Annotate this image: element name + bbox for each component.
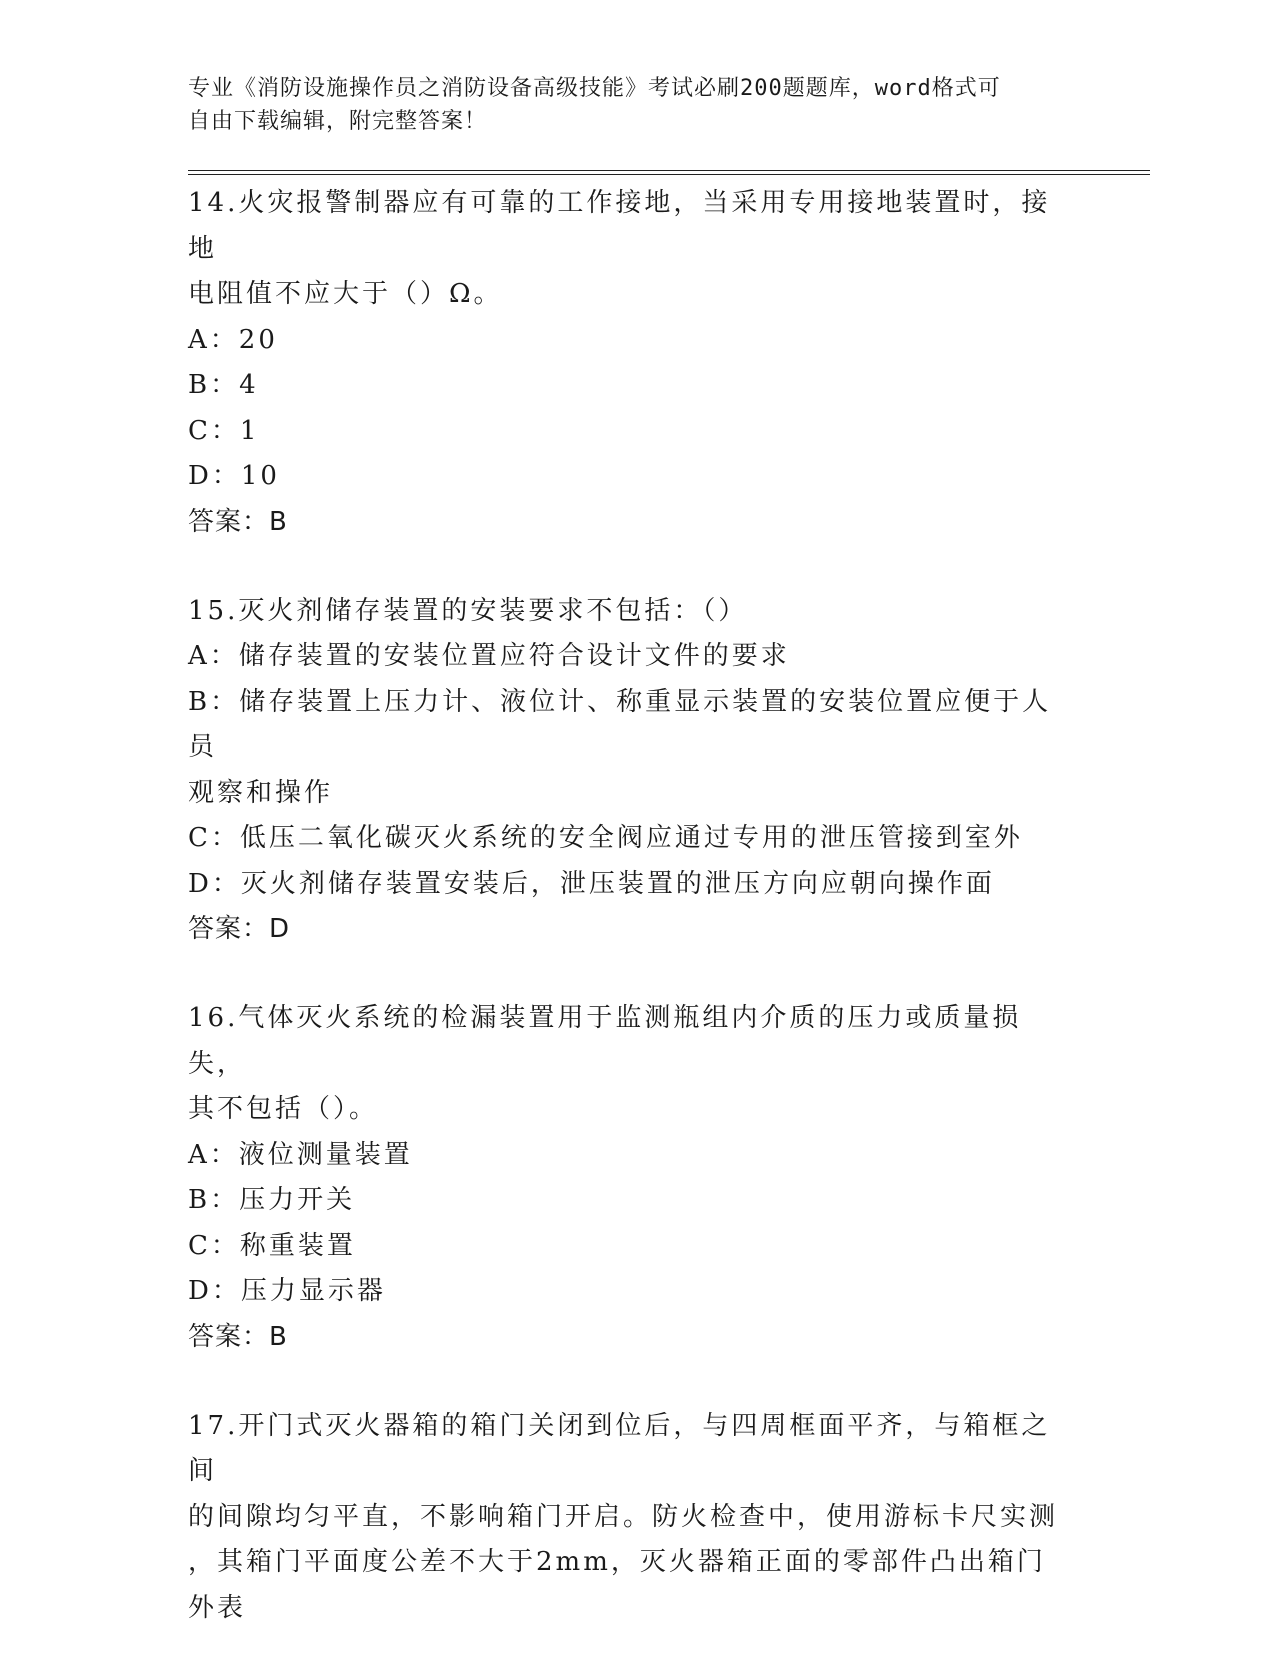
question-17 xyxy=(188,1404,1148,1632)
question-stem-line: 的间隙均匀平直，不影响箱门开启。防火检查中，使用游标卡尺实测 xyxy=(188,1501,1059,1532)
question-stem-line: 15.灭火剂储存装置的安装要求不包括：（） xyxy=(188,595,748,626)
option-d: D：灭火剂储存装置安装后，泄压装置的泄压方向应朝向操作面 xyxy=(188,868,995,899)
document-page xyxy=(188,72,1148,1675)
document-header xyxy=(188,72,1068,138)
header-divider xyxy=(188,170,1150,175)
option-b: B：压力开关 xyxy=(188,1185,356,1215)
option-a: A：20 xyxy=(188,324,278,355)
question-list xyxy=(188,181,1148,1631)
answer-label: 答案：B xyxy=(188,506,288,537)
option-d: D：10 xyxy=(188,461,280,491)
option-c: C：称重装置 xyxy=(188,1230,356,1261)
option-b: B：4 xyxy=(188,370,259,400)
answer-label: 答案：D xyxy=(188,914,291,944)
option-c: C：低压二氧化碳灭火系统的安全阀应通过专用的泄压管接到室外 xyxy=(188,823,1023,853)
question-stem-line: 17.开门式灭火器箱的箱门关闭到位后，与四周框面平齐，与箱框之间 xyxy=(188,1410,1051,1486)
question-stem-line: 16.气体灭火系统的检漏装置用于监测瓶组内介质的压力或质量损失， xyxy=(188,1003,1022,1079)
question-stem-line: 电阻值不应大于（）Ω。 xyxy=(188,279,503,309)
option-a: A：液位测量装置 xyxy=(188,1139,413,1170)
question-stem-line: 其不包括（）。 xyxy=(188,1094,379,1124)
header-line-1: 专业《消防设施操作员之消防设备高级技能》考试必刷200题题库，word格式可 xyxy=(188,76,1001,101)
option-a: A：储存装置的安装位置应符合设计文件的要求 xyxy=(188,641,790,671)
question-stem-line: ，其箱门平面度公差不大于2mm，灭火器箱正面的零部件凸出箱门外表 xyxy=(188,1547,1046,1623)
option-d: D：压力显示器 xyxy=(188,1276,386,1306)
question-15 xyxy=(188,589,1148,953)
question-14 xyxy=(188,181,1148,545)
answer-label: 答案：B xyxy=(188,1321,288,1352)
option-c: C：1 xyxy=(188,415,260,446)
option-b: B：储存装置上压力计、液位计、称重显示装置的安装位置应便于人员 xyxy=(188,686,1052,762)
option-b-continued: 观察和操作 xyxy=(188,777,334,808)
question-stem-line: 14.火灾报警制器应有可靠的工作接地，当采用专用接地装置时，接地 xyxy=(188,188,1051,264)
header-line-2: 自由下载编辑，附完整答案！ xyxy=(188,109,488,134)
question-16 xyxy=(188,996,1148,1360)
